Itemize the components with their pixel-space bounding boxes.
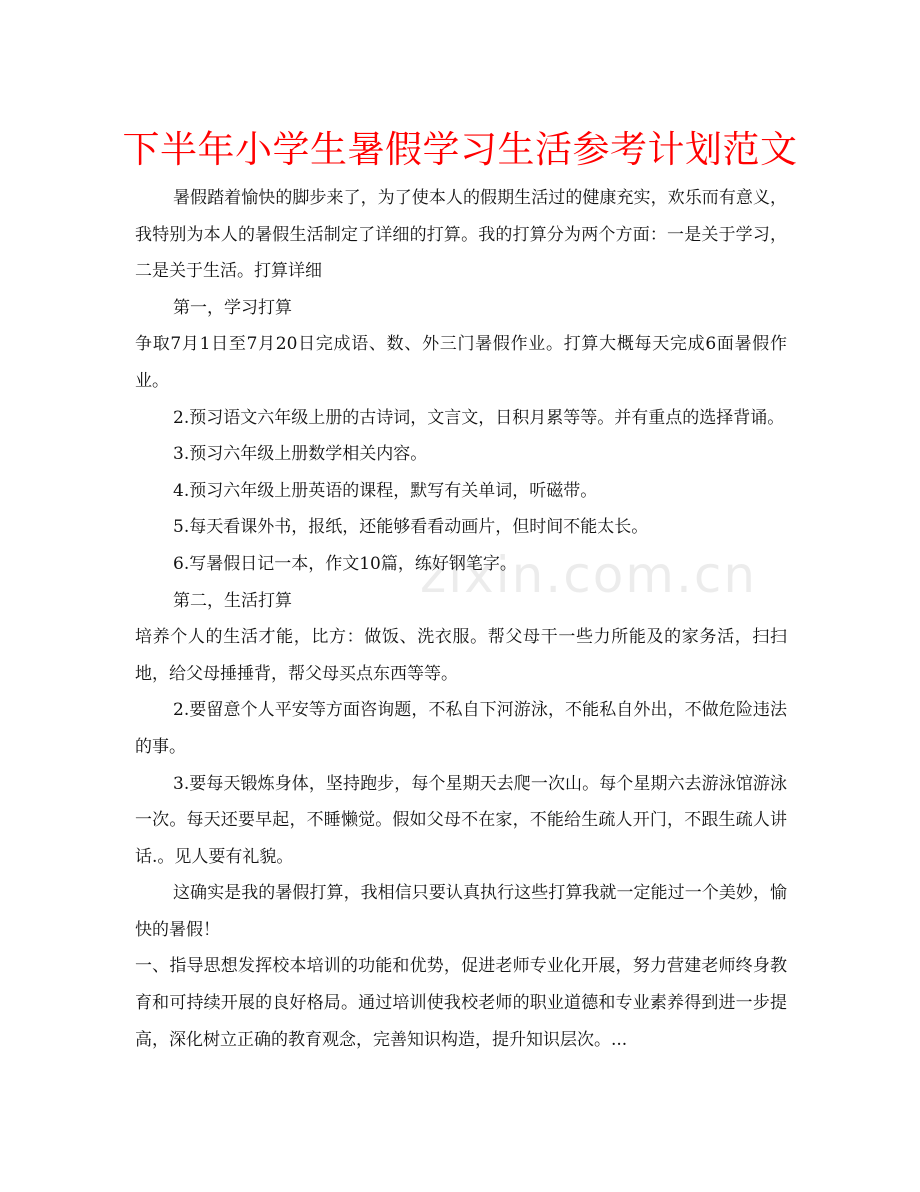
paragraph: 3.要每天锻炼身体，坚持跑步，每个星期天去爬一次山。每个星期六去游泳馆游泳一次。每天还要早起，不睡懒觉。假如父母不在家，不能给生疏人开门，不跟生疏人讲话.。见人要有礼貌。 [135, 773, 787, 867]
paragraph: 争取7月1日至7月20日完成语、数、外三门暑假作业。打算大概每天完成6面暑假作业。 [135, 334, 787, 391]
document-title: 下半年小学生暑假学习生活参考计划范文 [122, 128, 798, 171]
paragraph: 培养个人的生活才能，比方：做饭、洗衣服。帮父母干一些力所能及的家务活，扫扫地，给父母捶捶背，帮父母买点东西等等。 [135, 627, 787, 684]
paragraph: 5.每天看课外书，报纸，还能够看看动画片，但时间不能太长。 [173, 517, 649, 538]
paragraph: 一、指导思想发挥校本培训的功能和优势，促进老师专业化开展，努力营建老师终身教育和可持续开展的良好格局。通过培训使我校老师的职业道德和专业素养得到进一步提高，深化树立正确的教育观念，完善知识构造，提升知识层次。... [135, 956, 787, 1050]
watermark: zixin.com.cn [420, 546, 758, 604]
paragraph: 第一，学习打算 [173, 297, 292, 318]
paragraph: 2.预习语文六年级上册的古诗词，文言文，日积月累等等。并有重点的选择背诵。 [173, 407, 785, 428]
paragraph: 这确实是我的暑假打算，我相信只要认真执行这些打算我就一定能过一个美妙，愉快的暑假！ [135, 883, 787, 940]
paragraph: 第二，生活打算 [173, 590, 292, 611]
paragraph: 3.预习六年级上册数学相关内容。 [173, 444, 428, 465]
document-body [135, 180, 787, 1058]
paragraph: 暑假踏着愉快的脚步来了，为了使本人的假期生活过的健康充实，欢乐而有意义，我特别为本人的暑假生活制定了详细的打算。我的打算分为两个方面：一是关于学习，二是关于生活。打算详细 [135, 188, 787, 282]
paragraph: 2.要留意个人平安等方面咨询题，不私自下河游泳，不能私自外出，不做危险违法的事。 [135, 700, 787, 757]
paragraph: 6.写暑假日记一本，作文10篇，练好钢笔字。 [173, 553, 517, 574]
paragraph: 4.预习六年级上册英语的课程，默写有关单词，听磁带。 [173, 480, 598, 501]
